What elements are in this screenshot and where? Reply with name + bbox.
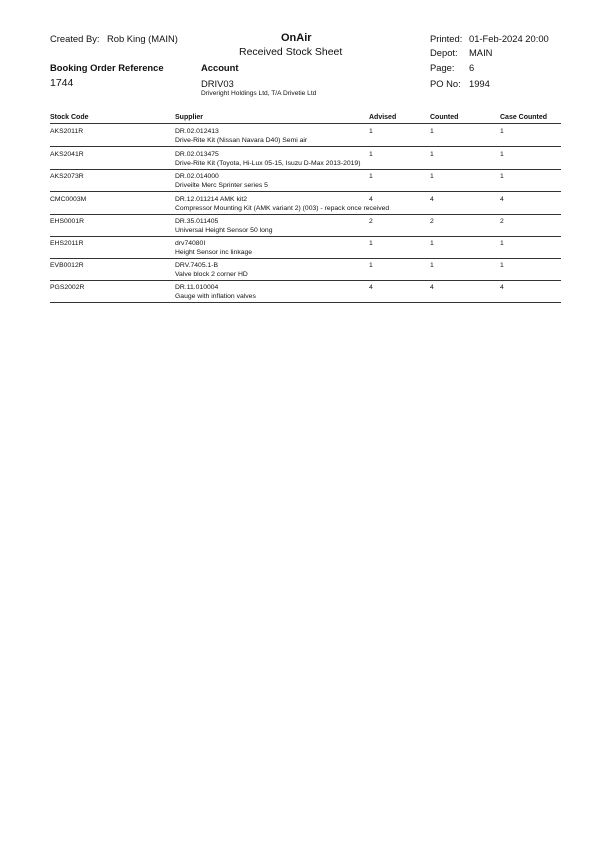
row-counted: 1 (430, 173, 434, 180)
row-advised: 4 (369, 284, 373, 291)
row-case-counted: 1 (500, 240, 504, 247)
row-counted: 1 (430, 151, 434, 158)
row-advised: 1 (369, 128, 373, 135)
row-supplier-code: drv74080I (175, 240, 206, 247)
row-description: Drive-Rite Kit (Nissan Navara D40) Semi air (175, 137, 308, 144)
account-code: DRIV03 (201, 78, 234, 89)
header-divider (50, 123, 561, 124)
row-counted: 1 (430, 262, 434, 269)
row-supplier-code: DR.35.011405 (175, 218, 219, 225)
row-stock-code: AKS2073R (50, 173, 84, 180)
row-case-counted: 1 (500, 173, 504, 180)
created-by-value: Rob King (MAIN) (107, 33, 178, 44)
row-divider (50, 169, 561, 170)
row-supplier-code: DR.11.010004 (175, 284, 219, 291)
row-description: Gauge with inflation valves (175, 293, 256, 300)
row-counted: 1 (430, 128, 434, 135)
row-stock-code: PGS2002R (50, 284, 85, 291)
row-advised: 1 (369, 151, 373, 158)
page-value: 6 (469, 62, 475, 73)
row-description: Drive-Rite Kit (Toyota, Hi-Lux 05-15, Isuzu D-Max 2013-2019) (175, 160, 361, 167)
row-counted: 4 (430, 196, 434, 203)
page-label: Page: (430, 62, 455, 73)
booking-ref-label: Booking Order Reference (50, 62, 164, 73)
row-divider (50, 280, 561, 281)
row-supplier-code: DR.02.012413 (175, 128, 219, 135)
row-supplier-code: DR.12.011214 AMK kit2 (175, 196, 248, 203)
row-case-counted: 1 (500, 151, 504, 158)
row-advised: 2 (369, 218, 373, 225)
row-description: Driveilte Merc Sprinter series 5 (175, 182, 268, 189)
row-divider (50, 214, 561, 215)
row-supplier-code: DRV.7405.1-B (175, 262, 219, 269)
printed-value: 01-Feb-2024 20:00 (469, 33, 549, 44)
printed-label: Printed: (430, 33, 463, 44)
row-advised: 4 (369, 196, 373, 203)
row-stock-code: AKS2041R (50, 151, 84, 158)
row-case-counted: 1 (500, 128, 504, 135)
row-stock-code: EVB0012R (50, 262, 84, 269)
row-advised: 1 (369, 262, 373, 269)
created-by-label: Created By: (50, 33, 100, 44)
row-case-counted: 4 (500, 196, 504, 203)
row-description: Universal Height Sensor 50 long (175, 227, 273, 234)
row-stock-code: EHS0001R (50, 218, 85, 225)
row-case-counted: 2 (500, 218, 504, 225)
row-stock-code: CMC0003M (50, 196, 87, 203)
row-supplier-code: DR.02.014000 (175, 173, 219, 180)
row-divider (50, 302, 561, 303)
row-divider (50, 191, 561, 192)
sheet-title: Received Stock Sheet (239, 46, 343, 58)
row-advised: 1 (369, 173, 373, 180)
depot-value: MAIN (469, 47, 493, 58)
row-counted: 4 (430, 284, 434, 291)
row-divider (50, 236, 561, 237)
row-divider (50, 146, 561, 147)
account-name: Driveright Holdings Ltd, T/A Drivetie Ltd (201, 90, 317, 97)
row-description: Valve block 2 corner HD (175, 271, 248, 278)
account-label: Account (201, 62, 239, 73)
column-case-counted: Case Counted (500, 114, 548, 121)
row-stock-code: EHS2011R (50, 240, 84, 247)
po-label: PO No: (430, 78, 461, 89)
column-supplier: Supplier (175, 114, 204, 121)
row-description: Compressor Mounting Kit (AMK variant 2) (003) - repack once received (175, 205, 390, 212)
depot-label: Depot: (430, 47, 458, 58)
row-supplier-code: DR.02.013475 (175, 151, 219, 158)
row-description: Height Sensor inc linkage (175, 249, 253, 256)
row-advised: 1 (369, 240, 373, 247)
row-case-counted: 1 (500, 262, 504, 269)
company-name: OnAir (281, 32, 312, 44)
row-divider (50, 258, 561, 259)
row-counted: 2 (430, 218, 434, 225)
column-counted: Counted (430, 114, 459, 121)
booking-ref-value: 1744 (50, 77, 74, 89)
column-advised: Advised (369, 114, 397, 121)
row-case-counted: 4 (500, 284, 504, 291)
po-value: 1994 (469, 78, 490, 89)
row-stock-code: AKS2011R (50, 128, 84, 135)
row-counted: 1 (430, 240, 434, 247)
column-stock-code: Stock Code (50, 114, 89, 121)
